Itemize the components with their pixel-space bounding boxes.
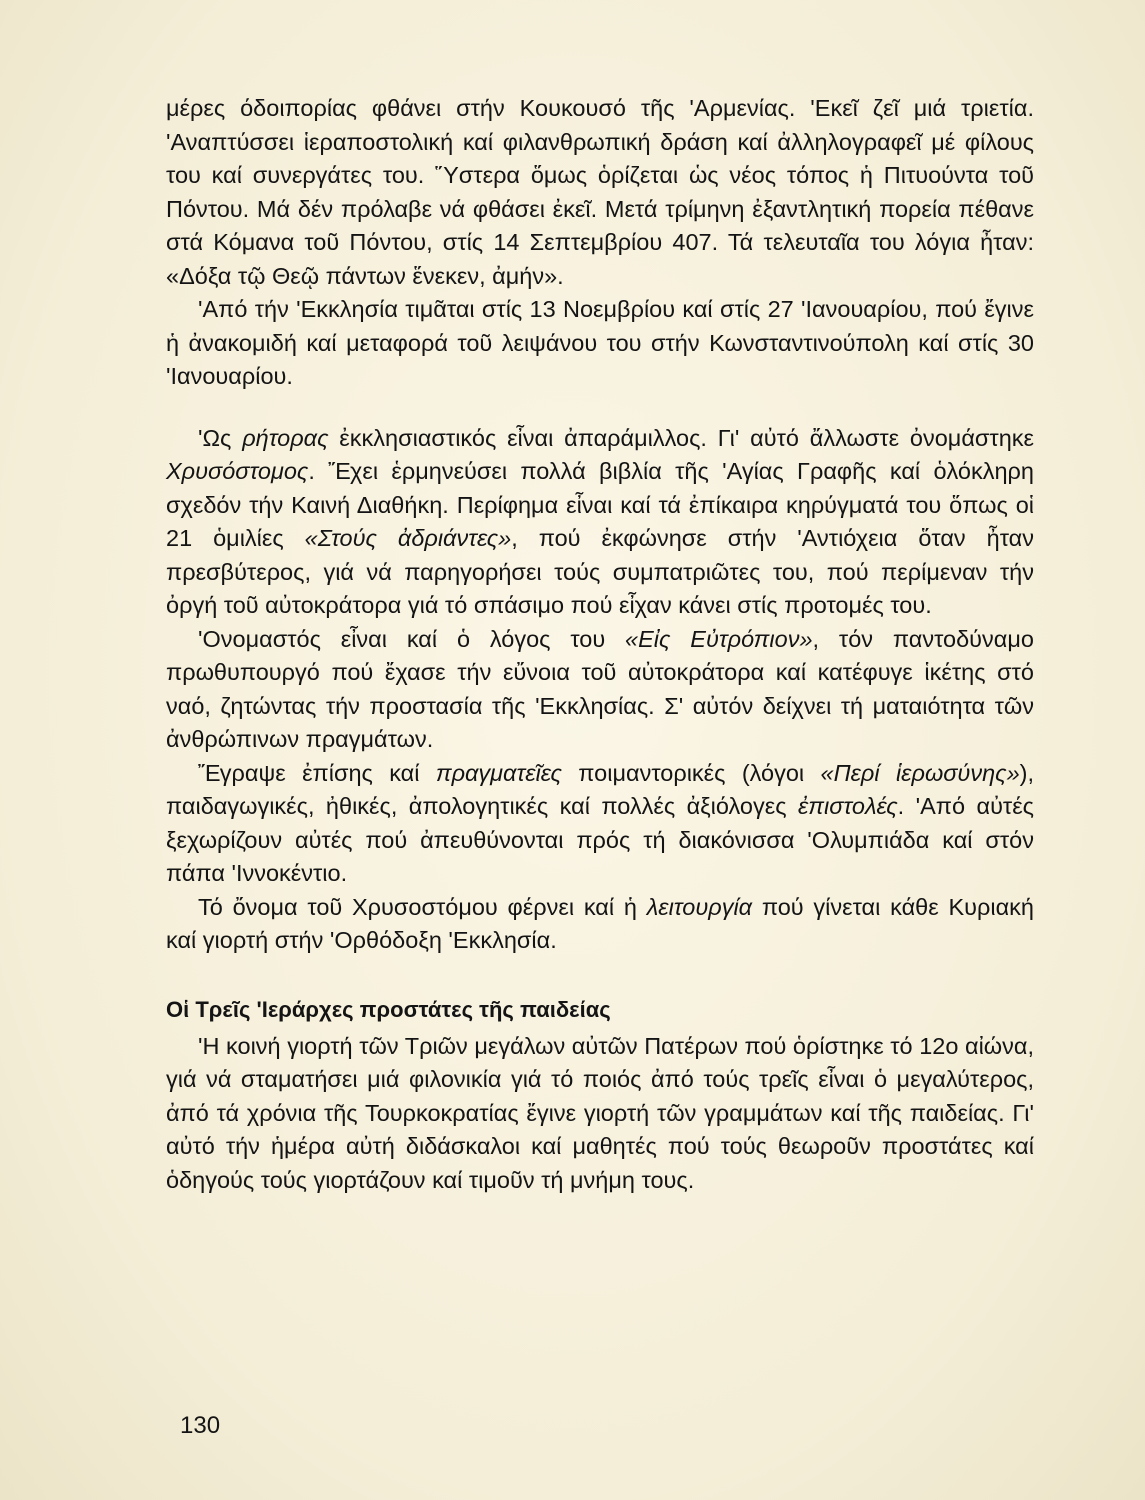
body-text xyxy=(166,92,1034,1197)
text-run: , τόν παντοδύναμο πρωθυπουργό πού ἔχασε τήν εὔνοια τοῦ αὐτοκράτορα καί κατέφυγε ἱκέτης στό ναό, ζητώντας τήν προστασία τῆς 'Εκκλησίας. Σ' αὐτόν δείχνει τή ματαιότητα τῶν ἀνθρώπινων πραγμάτων. xyxy=(166,625,1034,752)
text-run: . 'Από αὐτές ξεχωρίζουν αὐτές πού ἀπευθύνονται πρός τή διακόνισσα 'Ολυμπιάδα καί στόν πάπα 'Ιννοκέντιο. xyxy=(166,793,1034,886)
text-run: 'Η κοινή γιορτή τῶν Τριῶν μεγάλων αὐτῶν Πατέρων πού ὁρίστηκε τό 12ο αἰώνα, γιά νά σταματήσει μιά φιλονικία γιά τό ποιός ἀπό τούς τρεῖς εἶναι ὁ μεγαλύτερος, ἀπό τά χρόνια τῆς Τουρκοκρατίας ἔγινε γιορτή τῶν γραμμάτων καί τῆς παιδείας. Γι' αὐτό τήν ἡμέρα αὐτή διδάσκαλοι καί μαθητές πού τούς θεωροῦν προστάτες καί ὁδηγούς τούς γιορτάζουν καί τιμοῦν τή μνήμη τους. xyxy=(166,1032,1034,1193)
paragraph-3 xyxy=(166,422,1034,623)
text-run: 'Ως xyxy=(198,424,243,451)
page-number: 130 xyxy=(180,1412,221,1439)
text-run: Ἔγραψε ἐπίσης καί xyxy=(198,759,436,786)
italic-text: «Εἰς Εὐτρόπιον» xyxy=(625,625,813,652)
text-run: , πού ἐκφώνησε στήν 'Αντιόχεια ὅταν ἦταν πρεσβύτερος, γιά νά παρηγορήσει τούς συμπατριῶτες του, πού περίμεναν τήν ὀργή τοῦ αὐτοκράτορα γιά τό σπάσιμο πού εἶχαν κάνει στίς προτομές του. xyxy=(166,525,1034,618)
italic-text: «Περί ἱερωσύνης» xyxy=(820,759,1020,786)
text-run: . Ἔχει ἑρμηνεύσει πολλά βιβλία τῆς 'Αγίας Γραφῆς καί ὁλόκληρη σχεδόν τήν Καινή Διαθήκη. Περίφημα εἶναι καί τά ἐπίκαιρα κηρύγματά του ὅπως οἱ 21 ὁμιλίες xyxy=(166,458,1034,551)
section-heading: Οἱ Τρεῖς 'Ιεράρχες προστάτες τῆς παιδείας xyxy=(166,996,611,1022)
italic-text: ρήτορας xyxy=(242,424,329,451)
paragraph-6 xyxy=(166,891,1034,958)
paragraph-5 xyxy=(166,757,1034,891)
text-run: 'Από τήν 'Εκκλησία τιμᾶται στίς 13 Νοεμβρίου καί στίς 27 'Ιανουαρίου, πού ἔγινε ἡ ἀνακομιδή καί μεταφορά τοῦ λειψάνου του στήν Κωνσταντινούπολη καί στίς 30 'Ιανουαρίου. xyxy=(166,296,1034,389)
italic-text: ἐπιστολές xyxy=(797,793,898,819)
text-run: ἐκκλησιαστικός εἶναι ἀπαράμιλλος. Γι' αὐτό ἄλλωστε ὀνομάστηκε xyxy=(328,424,1034,451)
text-run: πού γίνεται κάθε Κυριακή καί γιορτή στήν 'Ορθόδοξη 'Εκκλησία. xyxy=(166,893,1034,953)
text-run: ποιμαντορικές (λόγοι xyxy=(561,759,821,786)
text-run: ), παιδαγωγικές, ἠθικές, ἀπολογητικές καί πολλές ἀξιόλογες xyxy=(166,759,1034,819)
italic-text: Χρυσόστομος xyxy=(166,458,309,484)
text-run: 'Ονομαστός εἶναι καί ὁ λόγος του xyxy=(198,625,626,652)
italic-text: «Στούς ἀδριάντες» xyxy=(304,525,512,551)
paragraph-7 xyxy=(166,1030,1034,1198)
text-run: Τό ὄνομα τοῦ Χρυσοστόμου φέρνει καί ἡ xyxy=(198,893,647,920)
paragraph-4 xyxy=(166,623,1034,757)
text-run: μέρες όδοιπορίας φθάνει στήν Κουκουσό τῆς 'Αρμενίας. 'Εκεῖ ζεῖ μιά τριετία. 'Αναπτύσσει ἱεραποστολική καί φιλανθρωπική δράση καί ἀλληλογραφεῖ μέ φίλους του καί συνεργάτες του. Ὕστερα ὅμως ὁρίζεται ὡς νέος τόπος ἡ Πιτυούντα τοῦ Πόντου. Μά δέν πρόλαβε νά φθάσει ἐκεῖ. Μετά τρίμηνη ἐξαντλητική πορεία πέθανε στά Κόμανα τοῦ Πόντου, στίς 14 Σεπτεμβρίου 407. Τά τελευταῖα του λόγια ἦταν: «Δόξα τῷ Θεῷ πάντων ἕνεκεν, ἀμήν». xyxy=(166,95,1034,289)
paragraph-1 xyxy=(166,92,1034,293)
italic-text: λειτουργία xyxy=(646,893,753,920)
paragraph-2 xyxy=(166,293,1034,394)
italic-text: πραγματεῖες xyxy=(435,759,562,786)
